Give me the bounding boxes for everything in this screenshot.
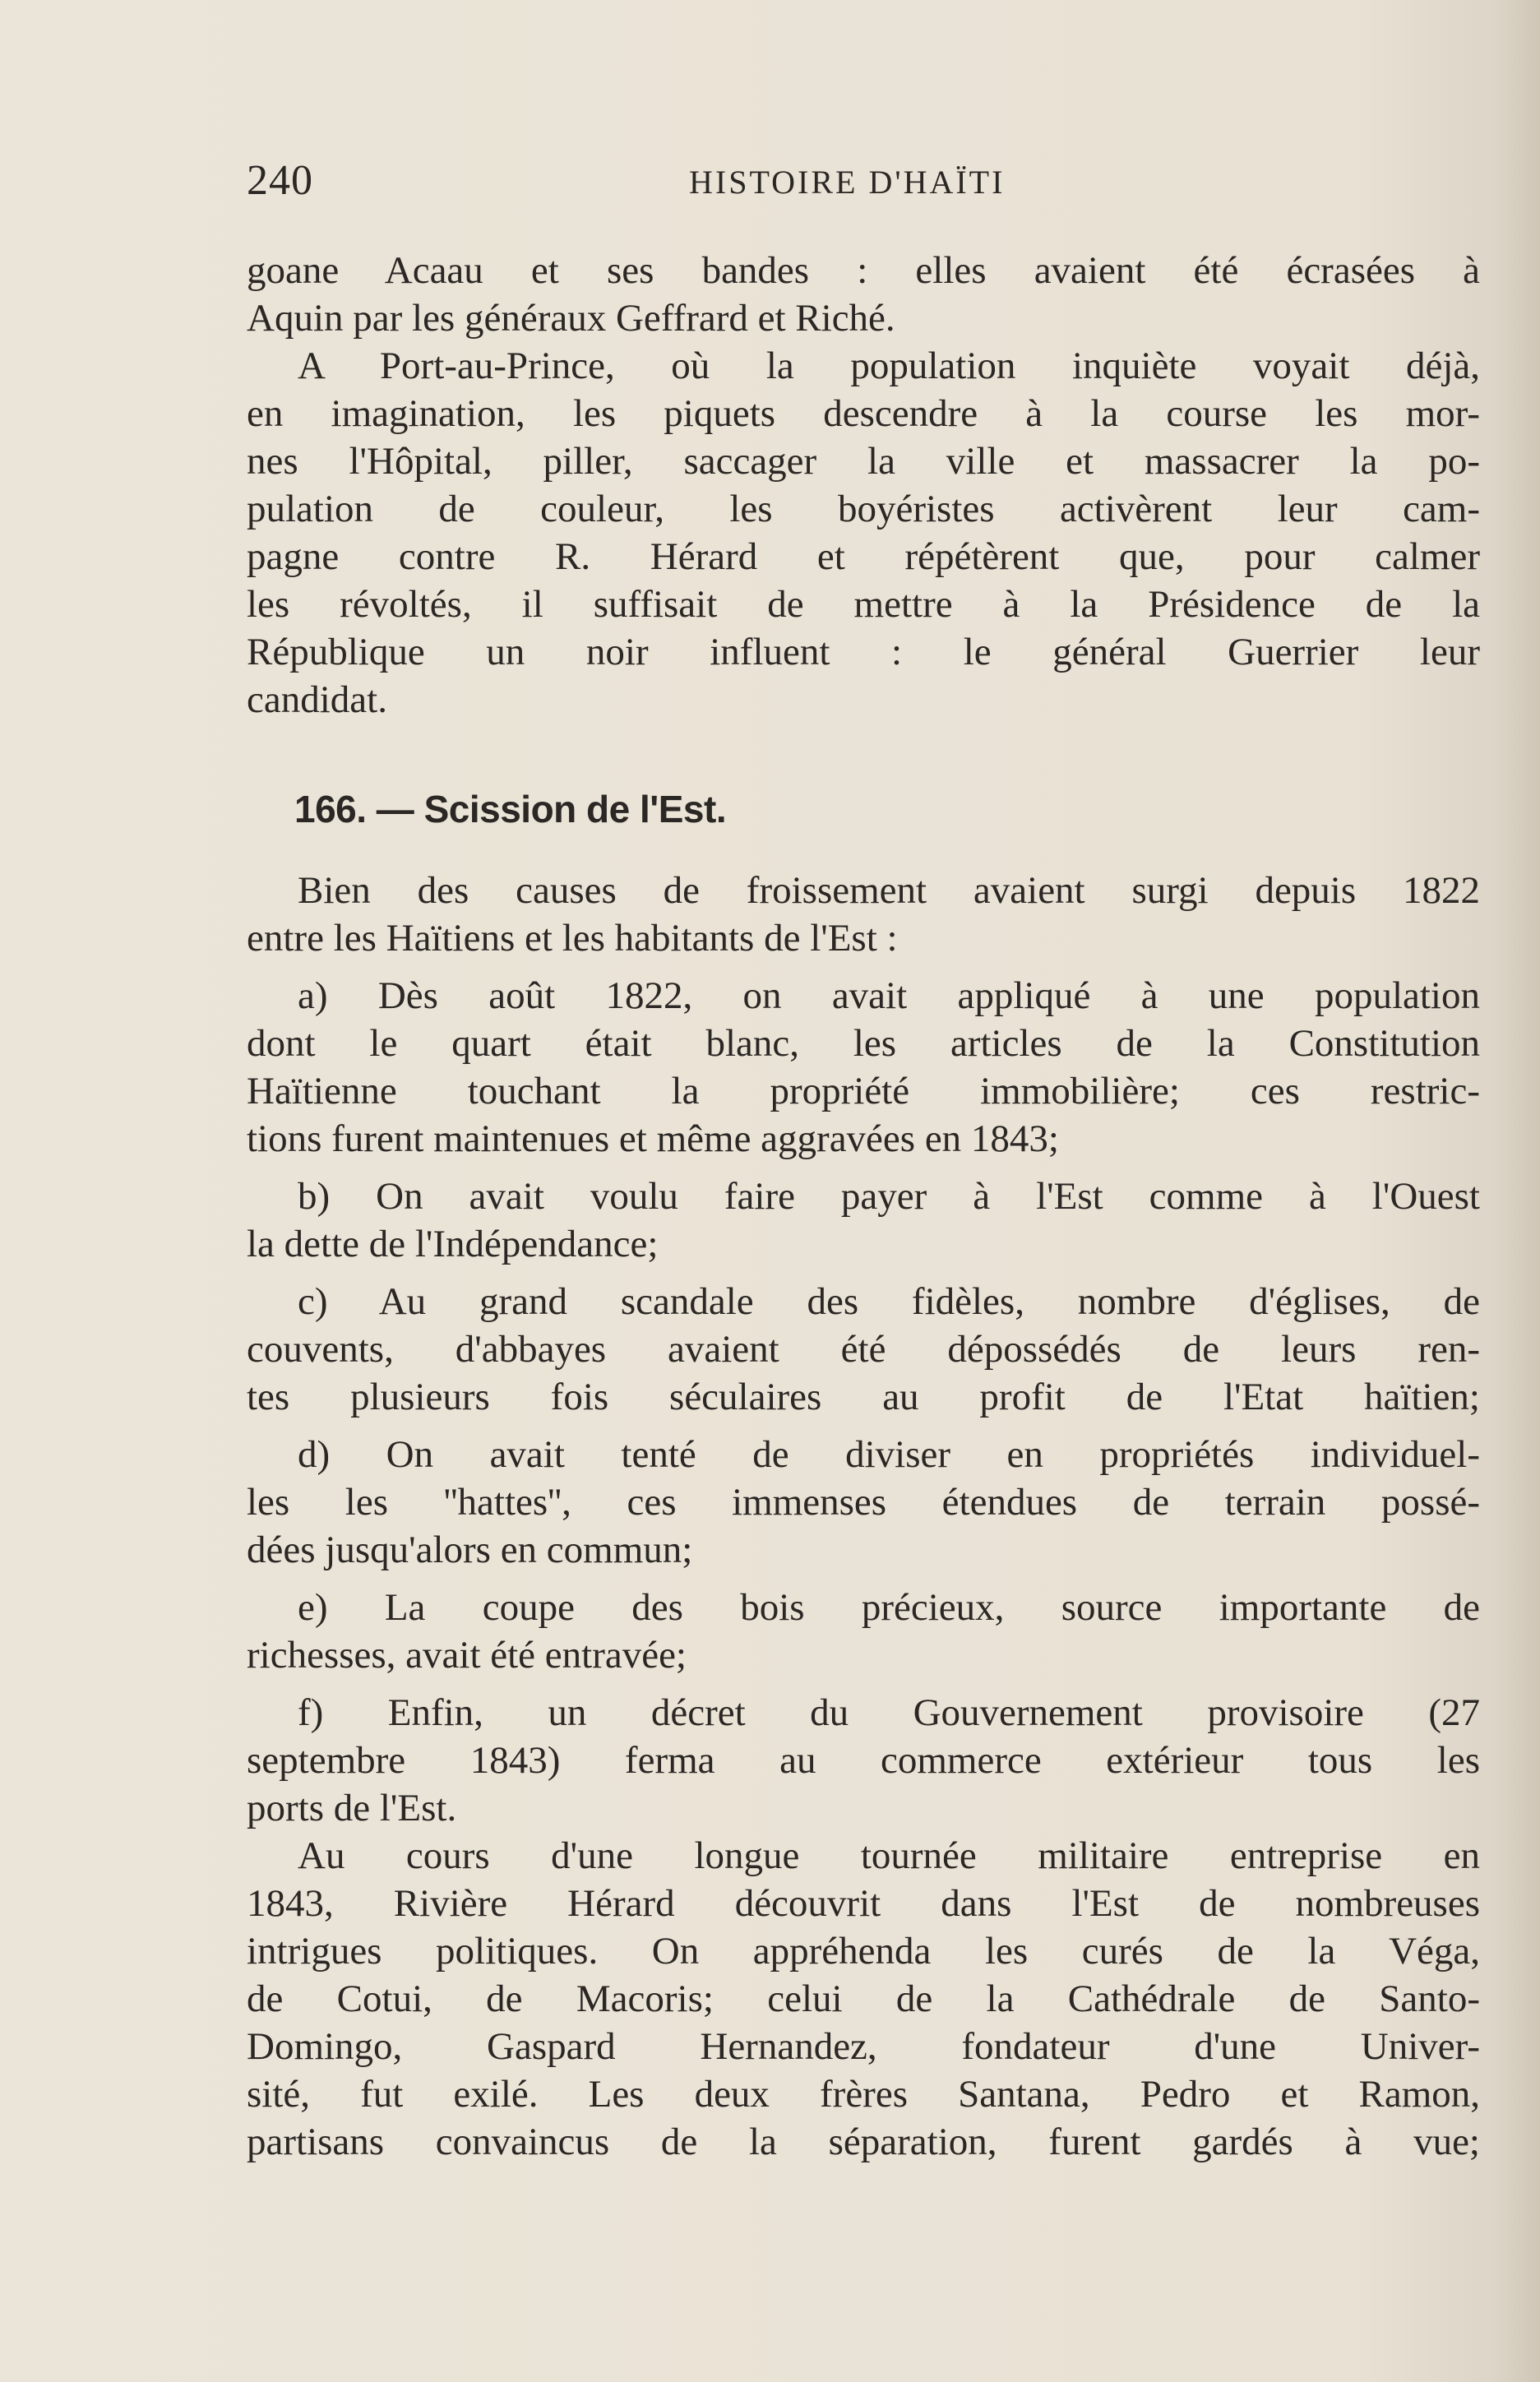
text-line: candidat.	[247, 678, 387, 721]
intro-paragraphs	[247, 247, 1480, 724]
list-item-line: d) On avait tenté de diviser en propriétés individuel-	[298, 1433, 1480, 1476]
running-title: HISTOIRE D'HAÏTI	[689, 164, 1006, 201]
list-item-line: e) La coupe des bois précieux, source importante de	[298, 1586, 1480, 1629]
list-item-line: dées jusqu'alors en commun;	[247, 1529, 693, 1571]
list-item-line: c) Au grand scandale des fidèles, nombre d'églises, de	[298, 1280, 1480, 1323]
text-line: entre les Haïtiens et les habitants de l'Est :	[247, 917, 898, 960]
text-line: goane Acaau et ses bandes : elles avaient été écrasées à	[247, 249, 1480, 292]
text-line: Aquin par les généraux Geffrard et Riché.	[247, 297, 895, 340]
page-number: 240	[247, 157, 313, 204]
list-item-line: les les ''hattes'', ces immenses étendues de terrain possé-	[247, 1481, 1480, 1524]
list-item-line: la dette de l'Indépendance;	[247, 1223, 659, 1265]
list-item-line: tes plusieurs fois séculaires au profit de l'Etat haïtien;	[247, 1376, 1480, 1418]
text-line: 1843, Rivière Hérard découvrit dans l'Est de nombreuses	[247, 1882, 1480, 1925]
text-line: République un noir influent : le général Guerrier leur	[247, 631, 1480, 673]
list-item-line: tions furent maintenues et même aggravées en 1843;	[247, 1117, 1059, 1160]
list-item-line: f) Enfin, un décret du Gouvernement provisoire (27	[298, 1691, 1480, 1734]
list-item-line: richesses, avait été entravée;	[247, 1634, 687, 1677]
text-line: intrigues politiques. On appréhenda les curés de la Véga,	[247, 1930, 1480, 1973]
text-line: partisans convaincus de la séparation, furent gardés à vue;	[247, 2121, 1480, 2163]
text-line: A Port-au-Prince, où la population inquiète voyait déjà,	[298, 345, 1480, 387]
page-header	[247, 156, 1480, 206]
section-heading: 166. — Scission de l'Est.	[294, 788, 727, 830]
list-item-line: septembre 1843) ferma au commerce extérieur tous les	[247, 1739, 1480, 1782]
text-line: Bien des causes de froissement avaient surgi depuis 1822	[298, 869, 1480, 912]
text-line: Au cours d'une longue tournée militaire entreprise en	[298, 1834, 1480, 1877]
text-line: de Cotui, de Macoris; celui de la Cathédrale de Santo-	[247, 1977, 1480, 2020]
text-line: pulation de couleur, les boyéristes activèrent leur cam-	[247, 488, 1480, 530]
text-line: en imagination, les piquets descendre à la course les mor-	[247, 392, 1480, 435]
list-item-line: a) Dès août 1822, on avait appliqué à une population	[298, 974, 1480, 1017]
list-item-line: b) On avait voulu faire payer à l'Est comme à l'Ouest	[298, 1175, 1480, 1218]
list-item-line: couvents, d'abbayes avaient été dépossédés de leurs ren-	[247, 1328, 1480, 1371]
text-line: sité, fut exilé. Les deux frères Santana, Pedro et Ramon,	[247, 2073, 1480, 2116]
text-line: pagne contre R. Hérard et répétèrent que, pour calmer	[247, 535, 1480, 578]
section-body	[247, 867, 1480, 2166]
list-item-line: ports de l'Est.	[247, 1787, 457, 1829]
text-line: les révoltés, il suffisait de mettre à la Présidence de la	[247, 583, 1480, 626]
text-line: Domingo, Gaspard Hernandez, fondateur d'une Univer-	[247, 2025, 1480, 2068]
list-item-line: Haïtienne touchant la propriété immobilière; ces restric-	[247, 1070, 1480, 1112]
list-item-line: dont le quart était blanc, les articles de la Constitution	[247, 1022, 1480, 1065]
text-line: nes l'Hôpital, piller, saccager la ville et massacrer la po-	[247, 440, 1480, 483]
